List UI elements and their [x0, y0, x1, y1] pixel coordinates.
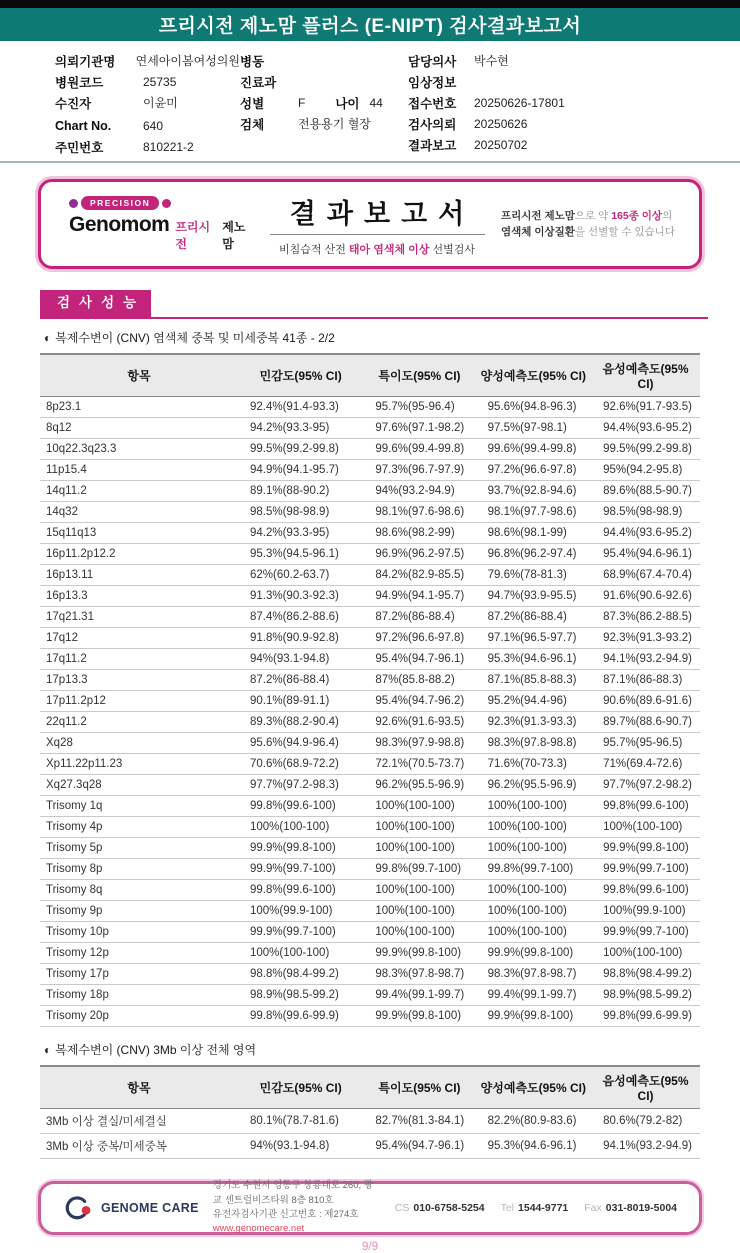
result-title-rule — [270, 234, 485, 235]
cell-value: 99.4%(99.1-99.7) — [363, 984, 475, 1005]
text-segment: 비침습적 산전 — [279, 243, 349, 256]
cell-value: 99.8%(99.7-100) — [363, 858, 475, 879]
cell-value: 100%(100-100) — [363, 795, 475, 816]
table-row — [40, 753, 700, 774]
info-label: 결과보고 — [408, 138, 457, 153]
page-number: 9/9 — [362, 1240, 378, 1253]
cell-item: 14q32 — [40, 501, 238, 522]
cell-item: 8q12 — [40, 417, 238, 438]
table-row — [40, 711, 700, 732]
cell-value: 99.8%(99.7-100) — [476, 858, 592, 879]
table-row — [40, 627, 700, 648]
cell-value: 100%(100-100) — [363, 921, 475, 942]
table-row — [40, 585, 700, 606]
info-value: 박수현 — [474, 54, 509, 68]
cell-item: Trisomy 9p — [40, 900, 238, 921]
cell-item: Trisomy 8p — [40, 858, 238, 879]
cell-value: 92.3%(91.3-93.3) — [476, 711, 592, 732]
cell-value: 94.9%(94.1-95.7) — [238, 459, 363, 480]
info-row — [408, 113, 720, 134]
cell-value: 100%(100-100) — [363, 816, 475, 837]
table-row — [40, 879, 700, 900]
table-row — [40, 396, 700, 417]
cell-value: 98.1%(97.6-98.6) — [363, 501, 475, 522]
result-report-title: 결과보고서 — [289, 198, 476, 229]
cell-value: 99.4%(99.1-99.7) — [476, 984, 592, 1005]
cell-item: 17p11.2p12 — [40, 690, 238, 711]
cell-value: 91.6%(90.6-92.6) — [591, 585, 700, 606]
table-row — [40, 984, 700, 1005]
precision-badge — [69, 196, 253, 210]
info-label: 담당의사 — [408, 54, 457, 69]
cell-value: 68.9%(67.4-70.4) — [591, 564, 700, 585]
cell-value: 99.9%(99.8-100) — [363, 942, 475, 963]
cell-value: 80.1%(78.7-81.6) — [238, 1108, 363, 1133]
cell-value: 99.9%(99.8-100) — [363, 1005, 475, 1026]
cnv-table-1-caption: ◐ 복제수변이 (CNV) 염색체 중복 및 미세중복 41종 - 2/2 — [44, 330, 335, 345]
info-label: 병원코드 — [55, 75, 104, 90]
cell-value: 87.1%(86-88.3) — [591, 669, 700, 690]
info-label: 병동 — [240, 54, 265, 69]
info-label: 의뢰기관명 — [55, 54, 116, 69]
performance-table-1 — [40, 353, 700, 1027]
cnv-table-2-block — [0, 1041, 740, 1159]
table-header-row — [40, 1066, 700, 1109]
cell-value: 95.2%(94.4-96) — [476, 690, 592, 711]
cell-value: 94.1%(93.2-94.9) — [591, 648, 700, 669]
website-link[interactable]: www.genomecare.net — [212, 1223, 305, 1235]
table-row — [40, 1108, 700, 1133]
cell-value: 91.3%(90.3-92.3) — [238, 585, 363, 606]
cell-value: 97.1%(96.5-97.7) — [476, 627, 592, 648]
cell-item: Trisomy 10p — [40, 921, 238, 942]
result-subtitle — [253, 241, 501, 257]
table-header-cell: 특이도(95% CI) — [363, 1066, 475, 1109]
cell-item: Xq28 — [40, 732, 238, 753]
cell-value: 100%(100-100) — [363, 900, 475, 921]
cell-value: 95.4%(94.7-96.2) — [363, 690, 475, 711]
address-line1: 경기도 수원시 영통구 창룡대로 260, 광교 센트럴비즈타워 8층 810호 — [212, 1180, 373, 1206]
table-row — [40, 942, 700, 963]
contact-fax: Fax 031-8019-5004 — [584, 1201, 677, 1214]
cell-value: 96.9%(96.2-97.5) — [363, 543, 475, 564]
cell-value: 98.5%(98-98.9) — [238, 501, 363, 522]
info-value: 640 — [143, 118, 164, 133]
cell-value: 99.9%(99.8-100) — [238, 837, 363, 858]
cell-value: 70.6%(68.9-72.2) — [238, 753, 363, 774]
cell-value: 98.3%(97.8-98.7) — [363, 963, 475, 984]
cell-value: 99.6%(99.4-99.8) — [476, 438, 592, 459]
info-label: 나이 — [335, 96, 360, 111]
cell-value: 80.6%(79.2-82) — [591, 1108, 700, 1133]
patient-info-col2 — [240, 50, 408, 157]
genomom-logo — [61, 196, 253, 252]
cell-value: 87.2%(86-88.4) — [363, 606, 475, 627]
cell-value: 99.8%(99.6-100) — [238, 795, 363, 816]
cell-item: 16p13.3 — [40, 585, 238, 606]
info-value: 20250702 — [474, 137, 528, 152]
cell-value: 100%(100-100) — [476, 816, 592, 837]
cnv-table-1-block — [0, 329, 740, 1027]
cell-value: 87.4%(86.2-88.6) — [238, 606, 363, 627]
cell-value: 98.3%(97.8-98.7) — [476, 963, 592, 984]
cell-item: Trisomy 5p — [40, 837, 238, 858]
cell-value: 94%(93.1-94.8) — [238, 1133, 363, 1158]
cell-value: 91.8%(90.9-92.8) — [238, 627, 363, 648]
contact-tel: Tel 1544-9771 — [500, 1201, 569, 1214]
info-label: Chart No. — [55, 118, 112, 133]
table-header-cell: 항목 — [40, 1066, 238, 1109]
cell-value: 89.7%(88.6-90.7) — [591, 711, 700, 732]
cell-value: 100%(100-100) — [238, 942, 363, 963]
cell-value: 99.9%(99.8-100) — [591, 837, 700, 858]
table-header-cell: 양성예측도(95% CI) — [476, 1066, 592, 1109]
text-segment: 을 선별할 수 있습니다 — [574, 226, 675, 238]
cell-value: 99.9%(99.7-100) — [591, 858, 700, 879]
cell-value: 94.2%(93.3-95) — [238, 417, 363, 438]
info-row — [55, 136, 240, 157]
cell-value: 99.6%(99.4-99.8) — [363, 438, 475, 459]
patient-info-col3 — [408, 50, 720, 157]
promo-line2 — [501, 224, 679, 240]
info-value: 20250626-17801 — [474, 95, 565, 110]
half-circle-bullet-icon: ◐ — [44, 330, 52, 345]
cell-value: 71%(69.4-72.6) — [591, 753, 700, 774]
cell-item: 15q11q13 — [40, 522, 238, 543]
table-row — [40, 963, 700, 984]
brand-kr-genomom: 제노맘 — [222, 220, 246, 251]
cell-item: Trisomy 1q — [40, 795, 238, 816]
text-segment: 의 — [662, 209, 673, 222]
cell-value: 94%(93.1-94.8) — [238, 648, 363, 669]
info-label: 성별 — [240, 96, 265, 111]
cell-item: 22q11.2 — [40, 711, 238, 732]
cell-value: 89.6%(88.5-90.7) — [591, 480, 700, 501]
cell-item: 8p23.1 — [40, 396, 238, 417]
table-header-cell: 민감도(95% CI) — [238, 1066, 363, 1109]
cell-item: Trisomy 20p — [40, 1005, 238, 1026]
cell-value: 87%(85.8-88.2) — [363, 669, 475, 690]
cell-value: 95.3%(94.6-96.1) — [476, 1133, 592, 1158]
info-value: 20250626 — [474, 116, 528, 131]
cell-value: 94.4%(93.6-95.2) — [591, 417, 700, 438]
cell-value: 100%(100-100) — [363, 837, 475, 858]
cell-value: 89.1%(88-90.2) — [238, 480, 363, 501]
cell-value: 99.8%(99.6-100) — [591, 879, 700, 900]
cell-value: 100%(100-100) — [476, 921, 592, 942]
cell-value: 97.7%(97.2-98.3) — [238, 774, 363, 795]
info-row — [408, 134, 720, 155]
table-header-cell: 음성예측도(95% CI) — [591, 1066, 700, 1109]
table-row — [40, 417, 700, 438]
patient-info-section — [0, 41, 740, 163]
cell-value: 99.9%(99.7-100) — [238, 858, 363, 879]
cell-value: 100%(99.9-100) — [238, 900, 363, 921]
cell-value: 98.1%(97.7-98.6) — [476, 501, 592, 522]
cell-item: 17q11.2 — [40, 648, 238, 669]
info-row — [240, 71, 408, 92]
cell-item: Xp11.22p11.23 — [40, 753, 238, 774]
cell-value: 98.5%(98-98.9) — [591, 501, 700, 522]
info-value: 연세아이봄여성의원 — [135, 54, 240, 68]
cell-value: 93.7%(92.8-94.6) — [476, 480, 592, 501]
info-value: 44 — [369, 95, 383, 110]
table-row — [40, 543, 700, 564]
cell-value: 98.9%(98.5-99.2) — [238, 984, 363, 1005]
table-row — [40, 732, 700, 753]
brand-kr-precision: 프리시전 — [175, 220, 211, 251]
cell-value: 94.4%(93.6-95.2) — [591, 522, 700, 543]
cell-value: 97.2%(96.6-97.8) — [363, 627, 475, 648]
cell-value: 94.7%(93.9-95.5) — [476, 585, 592, 606]
promo-text — [501, 208, 679, 241]
cell-value: 98.3%(97.9-98.8) — [363, 732, 475, 753]
table-row — [40, 816, 700, 837]
cell-value: 96.8%(96.2-97.4) — [476, 543, 592, 564]
patient-info-col1 — [55, 50, 240, 157]
table-row — [40, 774, 700, 795]
cell-value: 95.4%(94.7-96.1) — [363, 1133, 475, 1158]
text-segment: 프리시전 제노맘 — [501, 209, 575, 222]
table-row — [40, 564, 700, 585]
contact-cs: CS 010-6758-5254 — [394, 1201, 485, 1214]
cell-value: 82.7%(81.3-84.1) — [363, 1108, 475, 1133]
performance-table-2 — [40, 1065, 700, 1159]
info-row — [408, 92, 720, 113]
cell-value: 100%(100-100) — [591, 816, 700, 837]
precision-dot-right-icon — [162, 199, 171, 208]
cell-value: 97.7%(97.2-98.2) — [591, 774, 700, 795]
cell-value: 87.2%(86-88.4) — [238, 669, 363, 690]
report-title: 프리시전 제노맘 플러스 (E-NIPT) 검사결과보고서 — [158, 16, 582, 37]
cell-item: Trisomy 8q — [40, 879, 238, 900]
cell-value: 95.3%(94.6-96.1) — [476, 648, 592, 669]
info-row — [240, 92, 408, 113]
cell-value: 96.2%(95.5-96.9) — [363, 774, 475, 795]
brand-genomom: Genomom — [69, 213, 170, 236]
info-row — [408, 50, 720, 71]
cell-value: 100%(100-100) — [476, 900, 592, 921]
result-banner — [38, 179, 702, 269]
cell-value: 98.6%(98.2-99) — [363, 522, 475, 543]
cell-item: 17q12 — [40, 627, 238, 648]
cell-value: 100%(100-100) — [363, 879, 475, 900]
info-value: 810221-2 — [143, 139, 194, 154]
text-segment: 선별검사 — [429, 243, 475, 256]
cell-value: 99.9%(99.7-100) — [591, 921, 700, 942]
top-black-bar — [0, 0, 740, 8]
info-row — [240, 113, 408, 134]
cell-value: 95.4%(94.7-96.1) — [363, 648, 475, 669]
info-row — [55, 92, 240, 113]
cell-value: 92.6%(91.6-93.5) — [363, 711, 475, 732]
cell-value: 98.8%(98.4-99.2) — [238, 963, 363, 984]
cell-value: 99.5%(99.2-99.8) — [591, 438, 700, 459]
info-value: 전용용기 혈장 — [298, 117, 371, 131]
cell-value: 98.9%(98.5-99.2) — [591, 984, 700, 1005]
cell-item: 17q21.31 — [40, 606, 238, 627]
cell-value: 100%(100-100) — [591, 942, 700, 963]
table-header-cell: 항목 — [40, 354, 238, 397]
table-row — [40, 648, 700, 669]
cell-item: 16p13.11 — [40, 564, 238, 585]
precision-dot-left-icon — [69, 199, 78, 208]
table-row — [40, 1133, 700, 1158]
table-row — [40, 795, 700, 816]
cnv-table-2-caption: ◐ 복제수변이 (CNV) 3Mb 이상 전체 영역 — [44, 1042, 257, 1057]
cell-value: 82.2%(80.9-83.6) — [476, 1108, 592, 1133]
info-label: 진료과 — [240, 75, 277, 90]
table-header-cell: 특이도(95% CI) — [363, 354, 475, 397]
cell-item: 14q11.2 — [40, 480, 238, 501]
cell-value: 95.6%(94.8-96.3) — [476, 396, 592, 417]
cell-item: Trisomy 17p — [40, 963, 238, 984]
table-header-cell: 양성예측도(95% CI) — [476, 354, 592, 397]
info-value: 25735 — [143, 74, 177, 89]
info-label: 수진자 — [55, 96, 92, 111]
cell-value: 100%(99.9-100) — [591, 900, 700, 921]
table-row — [40, 921, 700, 942]
cell-item: 3Mb 이상 중복/미세중복 — [40, 1133, 238, 1158]
cell-item: 17p13.3 — [40, 669, 238, 690]
cell-value: 94%(93.2-94.9) — [363, 480, 475, 501]
cell-item: Trisomy 4p — [40, 816, 238, 837]
cell-value: 95.3%(94.5-96.1) — [238, 543, 363, 564]
cell-value: 95.7%(95-96.5) — [591, 732, 700, 753]
cell-item: 3Mb 이상 결실/미세결실 — [40, 1108, 238, 1133]
cell-value: 95.6%(94.9-96.4) — [238, 732, 363, 753]
text-segment: 으로 약 — [574, 209, 612, 222]
cell-value: 87.1%(85.8-88.3) — [476, 669, 592, 690]
table-row — [40, 900, 700, 921]
table-row — [40, 1005, 700, 1026]
cell-item: Xq27.3q28 — [40, 774, 238, 795]
cell-value: 95.4%(94.6-96.1) — [591, 543, 700, 564]
cell-value: 62%(60.2-63.7) — [238, 564, 363, 585]
cell-item: Trisomy 12p — [40, 942, 238, 963]
precision-label: PRECISION — [81, 196, 159, 210]
cell-value: 72.1%(70.5-73.7) — [363, 753, 475, 774]
table-row — [40, 501, 700, 522]
table-row — [40, 459, 700, 480]
table-row — [40, 669, 700, 690]
cell-value: 98.8%(98.4-99.2) — [591, 963, 700, 984]
cell-value: 100%(100-100) — [476, 795, 592, 816]
cell-value: 98.6%(98.1-99) — [476, 522, 592, 543]
cell-value: 99.8%(99.6-100) — [238, 879, 363, 900]
table-header-row — [40, 354, 700, 397]
text-segment: 염색체 이상질환 — [501, 226, 575, 238]
cell-value: 100%(100-100) — [476, 879, 592, 900]
cell-value: 98.3%(97.8-98.8) — [476, 732, 592, 753]
table-row — [40, 522, 700, 543]
cell-item: 16p11.2p12.2 — [40, 543, 238, 564]
cell-value: 99.8%(99.6-100) — [591, 795, 700, 816]
cell-value: 79.6%(78-81.3) — [476, 564, 592, 585]
cell-value: 99.9%(99.7-100) — [238, 921, 363, 942]
cell-value: 100%(100-100) — [238, 816, 363, 837]
half-circle-bullet-icon: ◐ — [44, 1042, 52, 1057]
cell-value: 97.2%(96.6-97.8) — [476, 459, 592, 480]
cell-value: 94.1%(93.2-94.9) — [591, 1133, 700, 1158]
table-row — [40, 480, 700, 501]
cell-value: 97.5%(97-98.1) — [476, 417, 592, 438]
info-label: 접수번호 — [408, 96, 457, 111]
table-row — [40, 858, 700, 879]
table-row — [40, 837, 700, 858]
cell-value: 97.3%(96.7-97.9) — [363, 459, 475, 480]
cell-value: 99.9%(99.8-100) — [476, 942, 592, 963]
cell-value: 87.3%(86.2-88.5) — [591, 606, 700, 627]
table-header-cell: 음성예측도(95% CI) — [591, 354, 700, 397]
company-name: GENOME CARE — [101, 1200, 199, 1215]
info-value: 이윤미 — [143, 96, 178, 110]
info-row — [240, 50, 408, 71]
table-row — [40, 606, 700, 627]
cell-value: 92.3%(91.3-93.2) — [591, 627, 700, 648]
address-line2: 유전자검사기관 신고번호 : 제274호 — [212, 1208, 359, 1220]
cell-value: 89.3%(88.2-90.4) — [238, 711, 363, 732]
cell-value: 99.8%(99.6-99.9) — [591, 1005, 700, 1026]
cell-value: 95.7%(95-96.4) — [363, 396, 475, 417]
table-row — [40, 690, 700, 711]
info-value: F — [298, 95, 306, 110]
cell-item: 11p15.4 — [40, 459, 238, 480]
info-row — [408, 71, 720, 92]
section-badge: 검사성능 — [40, 290, 151, 317]
text-segment: 165종 이상 — [611, 209, 663, 222]
cell-value: 99.5%(99.2-99.8) — [238, 438, 363, 459]
cell-item: 10q22.3q23.3 — [40, 438, 238, 459]
cell-value: 90.1%(89-91.1) — [238, 690, 363, 711]
info-label: 검사의뢰 — [408, 117, 457, 132]
cell-value: 87.2%(86-88.4) — [476, 606, 592, 627]
table-header-cell: 민감도(95% CI) — [238, 354, 363, 397]
info-row — [55, 71, 240, 92]
cell-value: 90.6%(89.6-91.6) — [591, 690, 700, 711]
cell-value: 84.2%(82.9-85.5) — [363, 564, 475, 585]
cell-value: 71.6%(70-73.3) — [476, 753, 592, 774]
cell-value: 92.4%(91.4-93.3) — [238, 396, 363, 417]
cell-value: 94.9%(94.1-95.7) — [363, 585, 475, 606]
table-row — [40, 438, 700, 459]
cell-value: 99.9%(99.8-100) — [476, 1005, 592, 1026]
cell-value: 99.8%(99.6-99.9) — [238, 1005, 363, 1026]
info-label: 주민번호 — [55, 140, 104, 155]
cell-value: 92.6%(91.7-93.5) — [591, 396, 700, 417]
text-segment: 태아 염색체 이상 — [348, 243, 430, 256]
cell-value: 97.6%(97.1-98.2) — [363, 417, 475, 438]
section-header-test-performance — [40, 290, 708, 319]
info-row — [55, 50, 240, 71]
cell-value: 95%(94.2-95.8) — [591, 459, 700, 480]
info-label: 임상정보 — [408, 75, 457, 90]
cell-item: Trisomy 18p — [40, 984, 238, 1005]
info-row — [55, 115, 240, 136]
promo-line1 — [501, 208, 679, 224]
info-label: 검체 — [240, 117, 265, 132]
cell-value: 96.2%(95.5-96.9) — [476, 774, 592, 795]
cell-value: 100%(100-100) — [476, 837, 592, 858]
cell-value: 94.2%(93.3-95) — [238, 522, 363, 543]
report-title-bar — [0, 8, 740, 41]
